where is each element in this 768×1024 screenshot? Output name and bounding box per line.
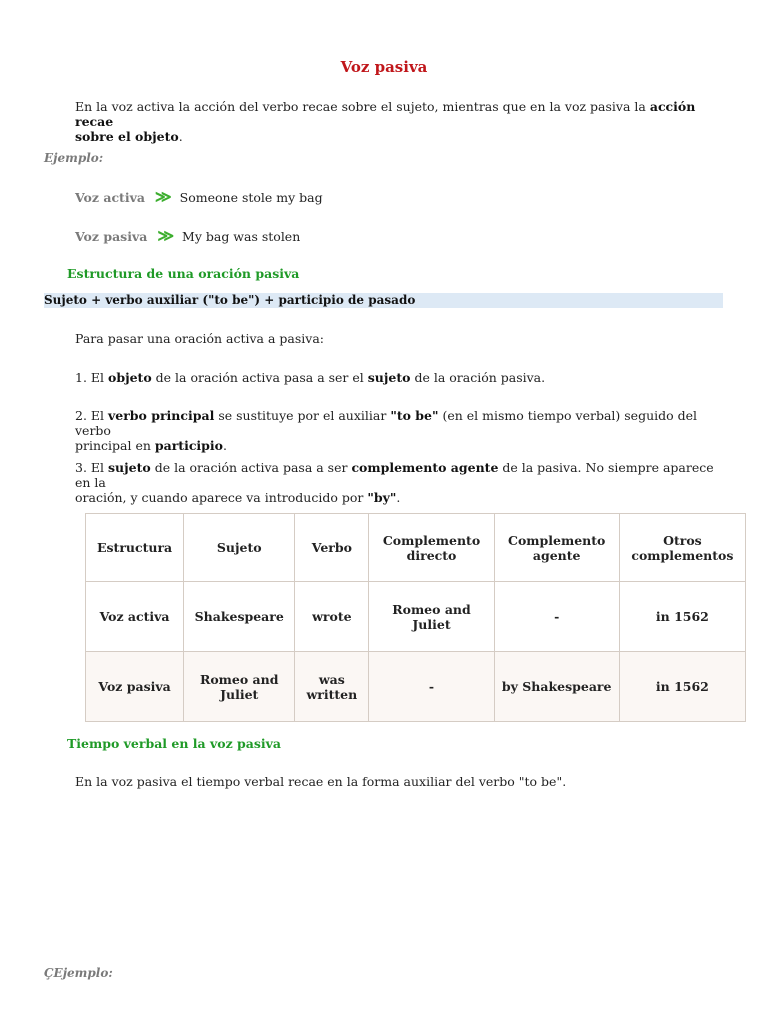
footer-example-label: ÇEjemplo: [44,966,113,980]
tense-heading: Tiempo verbal en la voz pasiva [67,736,282,751]
double-chevron-icon: ≫ [154,187,168,206]
step-3-bold-2: complemento agente [351,460,499,475]
table-row [86,582,746,652]
intro-end: . [178,129,183,144]
step-3-text-e: oración, y cuando aparece va introducido por [75,490,368,505]
table-cell: wrote [295,582,369,652]
table-header-cell: Estructura [86,514,184,582]
steps-intro: Para pasar una oración activa a pasiva: [75,331,324,346]
step-1-text-c: de la oración activa pasa a ser el [151,370,368,385]
table-cell: by Shakespeare [494,652,619,722]
table-header-cell: Otros complementos [619,514,745,582]
example-label: Ejemplo: [44,151,104,165]
table-cell: Shakespeare [184,582,295,652]
step-3-text-a: 3. El [75,460,108,475]
example-passive-sentence: My bag was stolen [182,229,301,244]
table-header-cell: Sujeto [184,514,295,582]
formula-bar [44,293,723,308]
step-3-text-d: de la pasiva. No siempre aparece en la [75,460,714,490]
page-title: Voz pasiva [340,58,428,76]
table-header-row [86,514,746,582]
intro-text: En la voz activa la acción del verbo recae sobre el sujeto, mientras que en la voz pasiva la [75,99,650,114]
tense-paragraph: En la voz pasiva el tiempo verbal recae en la forma auxiliar del verbo "to be". [75,774,567,789]
table-cell: - [494,582,619,652]
structure-heading: Estructura de una oración pasiva [67,266,300,281]
step-2-bold-1: verbo principal [108,408,215,423]
example-active [75,189,323,205]
intro-paragraph [75,99,715,144]
example-passive [75,228,300,244]
table-cell: Voz activa [86,582,184,652]
example-active-sentence: Someone stole my bag [179,190,323,205]
table-cell: Voz pasiva [86,652,184,722]
step-1-bold-1: objeto [108,370,152,385]
voz-activa-label: Voz activa [75,190,145,205]
step-3-bold-1: sujeto [108,460,151,475]
table-cell: in 1562 [619,652,745,722]
double-chevron-icon: ≫ [157,226,171,245]
step-3-text-c: de la oración activa pasa a ser [150,460,352,475]
intro-bold-1: acción recae [75,99,696,129]
step-3-bold-3: "by" [367,490,397,505]
step-1-bold-2: sujeto [367,370,411,385]
step-1-text-a: 1. El [75,370,108,385]
step-2-text-c: se sustituye por el auxiliar [214,408,391,423]
table-header-cell: Complemento agente [494,514,619,582]
table-header-cell: Complemento directo [369,514,494,582]
formula-text: Sujeto + verbo auxiliar ("to be") + participio de pasado [44,293,416,307]
voz-pasiva-label: Voz pasiva [75,229,148,244]
step-1 [75,370,725,385]
table-cell: Romeo and Juliet [184,652,295,722]
step-2-text-a: 2. El [75,408,108,423]
step-2-text-e: principal en [75,438,155,453]
step-2-text-f: . [223,438,227,453]
step-2-bold-2: "to be" [390,408,439,423]
step-2-text-d: (en el mismo tiempo verbal) seguido del verbo [75,408,698,438]
step-2-bold-3: participio [154,438,224,453]
table-cell: in 1562 [619,582,745,652]
table-cell: Romeo and Juliet [369,582,494,652]
voice-comparison-table [85,513,746,722]
step-3 [75,460,725,505]
table-row [86,652,746,722]
intro-bold-2: sobre el objeto [75,129,179,144]
step-1-text-d: de la oración pasiva. [410,370,546,385]
step-3-text-f: . [396,490,401,505]
step-2 [75,408,725,453]
table-cell: was written [295,652,369,722]
table-cell: - [369,652,494,722]
table-header-cell: Verbo [295,514,369,582]
